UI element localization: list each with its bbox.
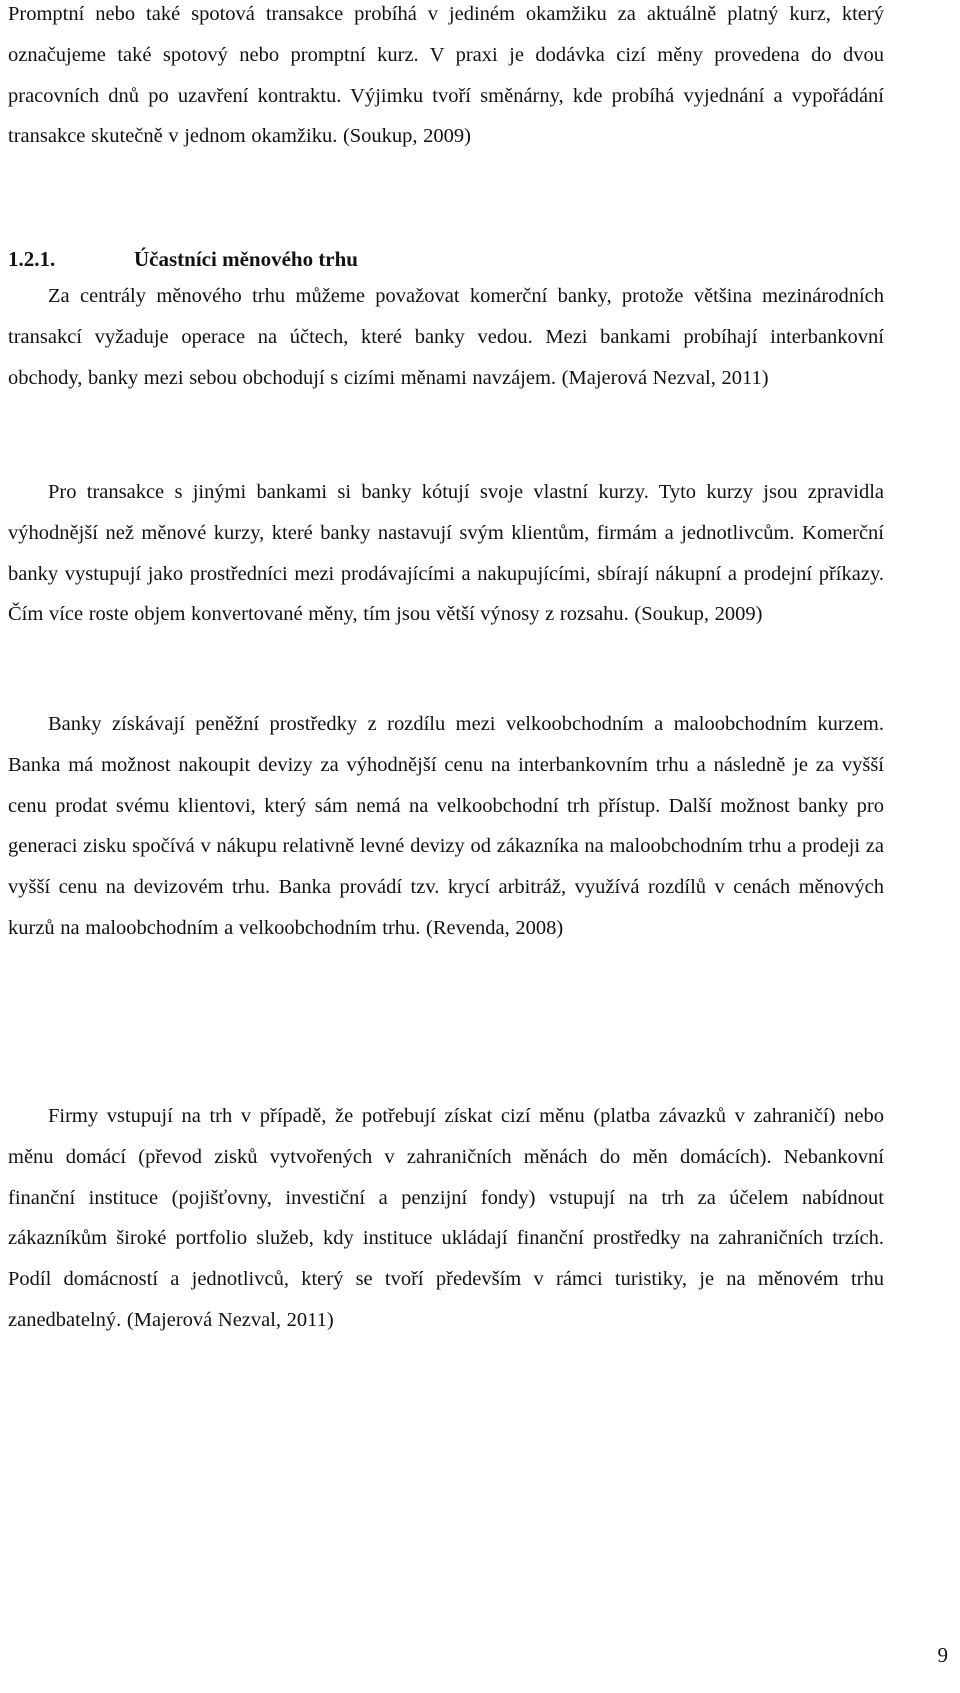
paragraph-spot-transaction: Promptní nebo také spotová transakce probíhá v jediném okamžiku za aktuálně platný kurz, který označujeme také spotový nebo promptní kurz. V praxi je dodávka cizí měny provedena do dvou pracovních dnů po uzavření kontraktu. Výjimku tvoří směnárny, kde probíhá vyjednání a vypořádání transakce skutečně v jednom okamžiku. (Soukup, 2009)	[8, 3, 884, 148]
page-number: 9	[937, 1643, 948, 1667]
paragraph-bank-quotes: Pro transakce s jinými bankami si banky kótují svoje vlastní kurzy. Tyto kurzy jsou zpravidla výhodnější než měnové kurzy, které banky nastavují svým klientům, firmám a jednotlivcům. Komerční banky vystupují jako prostředníci mezi prodávajícími a nakupujícími, sbírají nákupní a prodejní příkazy. Čím více roste objem konvertované měny, tím jsou větší výnosy z rozsahu. (Soukup, 2009)	[8, 481, 884, 626]
section-title: Účastníci měnového trhu	[134, 247, 358, 271]
section-heading	[8, 244, 358, 274]
paragraph-firms-institutions: Firmy vstupují na trh v případě, že potřebují získat cizí měnu (platba závazků v zahraničí) nebo měnu domácí (převod zisků vytvořených v zahraničních měnách do měn domácích). Nebankovní finanční instituce (pojišťovny, investiční a penzijní fondy) vstupují na trh za účelem nabídnout zákazníkům široké portfolio služeb, kdy instituce ukládají finanční prostředky na zahraničních trzích. Podíl domácností a jednotlivců, který se tvoří především v rámci turistiky, je na měnovém trhu zanedbatelný. (Majerová Nezval, 2011)	[8, 1105, 884, 1331]
section-number: 1.2.1.	[8, 247, 56, 271]
paragraph-bank-profits: Banky získávají peněžní prostředky z rozdílu mezi velkoobchodním a maloobchodním kurzem. Banka má možnost nakoupit devizy za výhodnější cenu na interbankovním trhu a následně je za vyšší cenu prodat svému klientovi, který sám nemá na velkoobchodní trh přístup. Další možnost banky pro generaci zisku spočívá v nákupu relativně levné devizy od zákazníka na maloobchodním trhu a prodeji za vyšší cenu na devizovém trhu. Banka provádí tzv. krycí arbitráž, využívá rozdílů v cenách měnových kurzů na maloobchodním a velkoobchodním trhu. (Revenda, 2008)	[8, 713, 884, 939]
paragraph-central-banks: Za centrály měnového trhu můžeme považovat komerční banky, protože většina mezinárodních transakcí vyžaduje operace na účtech, které banky vedou. Mezi bankami probíhají interbankovní obchody, banky mezi sebou obchodují s cizími měnami navzájem. (Majerová Nezval, 2011)	[8, 285, 884, 389]
